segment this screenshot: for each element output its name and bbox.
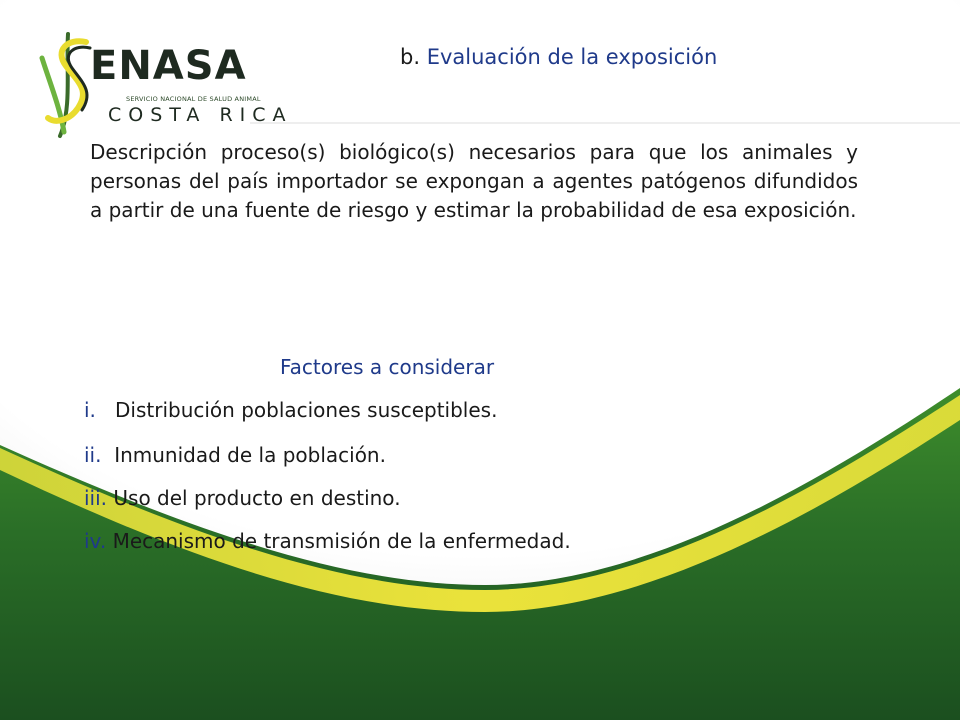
factor-text: Distribución poblaciones susceptibles. (115, 398, 498, 422)
factor-text: Mecanismo de transmisión de la enfermedad. (112, 529, 571, 553)
logo-subtitle: SERVICIO NACIONAL DE SALUD ANIMAL (126, 95, 261, 103)
senasa-logo (38, 28, 293, 140)
factor-item (84, 486, 401, 510)
title-text: Evaluación de la exposición (426, 45, 718, 69)
factor-number: iii. (84, 486, 108, 510)
factor-item (84, 529, 571, 553)
factor-number: iv. (84, 529, 107, 553)
logo-country: COSTA RICA (108, 104, 293, 126)
factor-text: Uso del producto en destino. (113, 486, 401, 510)
factor-item (84, 398, 497, 422)
description-paragraph: Descripción proceso(s) biológico(s) necesarios para que los animales y personas del país importador se expongan a agentes patógenos difundidos a partir de una fuente de riesgo y estimar la probabilidad de esa exposición. (90, 140, 858, 222)
factors-heading: Factores a considerar (280, 355, 495, 379)
factor-text: Inmunidad de la población. (114, 443, 386, 467)
slide-title (400, 45, 717, 69)
factor-number: i. (84, 398, 96, 422)
factor-number: ii. (84, 443, 102, 467)
factor-item (84, 443, 386, 467)
logo-wordmark: ENASA (90, 43, 247, 89)
title-prefix: b. (400, 45, 421, 69)
